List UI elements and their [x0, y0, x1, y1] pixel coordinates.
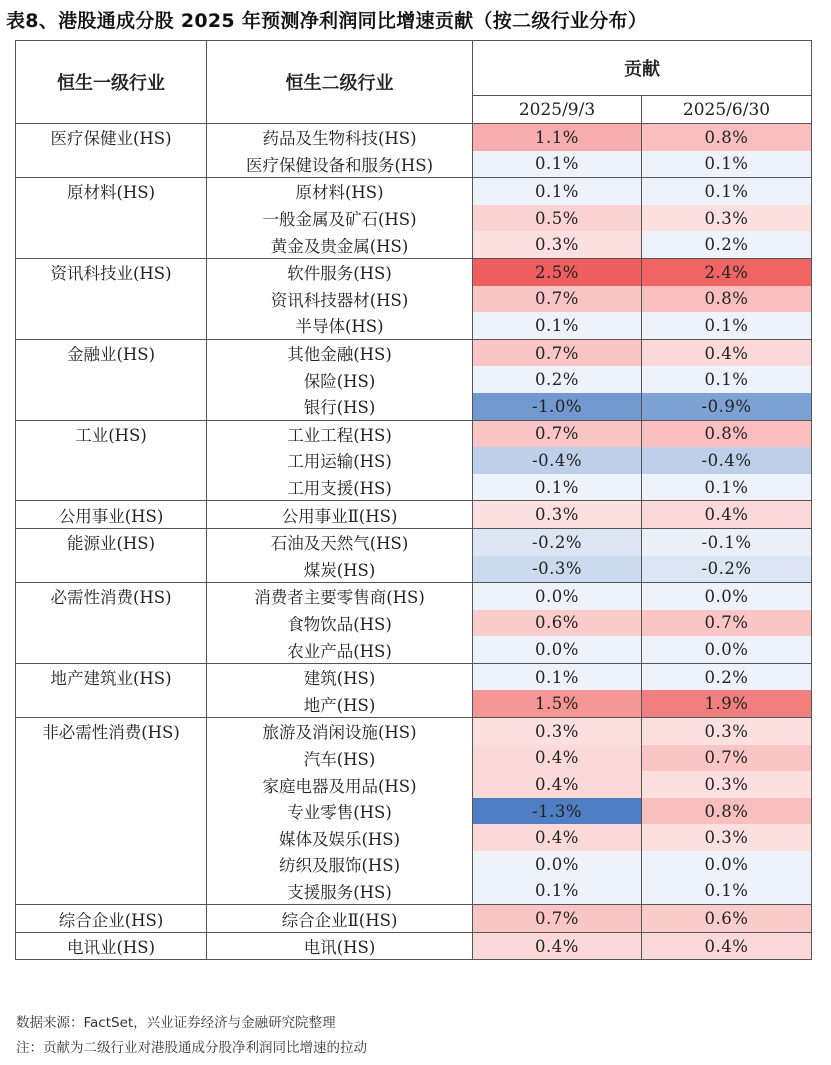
contribution-2025-09-03-cell: 0.4%	[473, 824, 642, 851]
level2-industry-cell: 石油及天然气(HS)	[207, 528, 473, 555]
level2-industry-cell: 其他金融(HS)	[207, 339, 473, 366]
header-date-1: 2025/9/3	[473, 96, 642, 124]
table-row	[16, 636, 812, 663]
level2-industry-cell: 药品及生物科技(HS)	[207, 124, 473, 151]
level1-industry-cell	[16, 610, 207, 637]
contribution-2025-06-30-cell: 0.8%	[642, 286, 812, 313]
table-row	[16, 771, 812, 798]
contribution-2025-09-03-cell: 0.0%	[473, 636, 642, 663]
table-row	[16, 690, 812, 717]
footnote: 注：贡献为二级行业对港股通成分股净利润同比增速的拉动	[16, 1040, 367, 1056]
table-row	[16, 851, 812, 878]
contribution-2025-06-30-cell: -0.9%	[642, 393, 812, 420]
level1-industry-cell	[16, 824, 207, 851]
level2-industry-cell: 纺织及服饰(HS)	[207, 851, 473, 878]
contribution-2025-09-03-cell: 0.4%	[473, 745, 642, 772]
contribution-2025-06-30-cell: 2.4%	[642, 258, 812, 285]
table-row	[16, 258, 812, 285]
table-row	[16, 205, 812, 232]
contribution-2025-06-30-cell: 0.6%	[642, 905, 812, 933]
level1-industry-cell	[16, 556, 207, 583]
level1-industry-cell	[16, 447, 207, 474]
contribution-2025-09-03-cell: 0.3%	[473, 501, 642, 529]
contribution-2025-09-03-cell: 0.0%	[473, 851, 642, 878]
contribution-2025-06-30-cell: 0.8%	[642, 124, 812, 151]
level1-industry-cell: 工业(HS)	[16, 420, 207, 447]
level1-industry-cell	[16, 474, 207, 501]
table-row	[16, 393, 812, 420]
contribution-2025-09-03-cell: -0.2%	[473, 528, 642, 555]
level2-industry-cell: 煤炭(HS)	[207, 556, 473, 583]
level2-industry-cell: 综合企业Ⅱ(HS)	[207, 905, 473, 933]
level2-industry-cell: 资讯科技器材(HS)	[207, 286, 473, 313]
contribution-2025-09-03-cell: 0.0%	[473, 583, 642, 610]
level1-industry-cell	[16, 798, 207, 825]
contribution-2025-06-30-cell: 0.1%	[642, 178, 812, 205]
contribution-2025-09-03-cell: 0.7%	[473, 420, 642, 447]
table-body	[16, 124, 812, 960]
contribution-2025-09-03-cell: -0.3%	[473, 556, 642, 583]
level2-industry-cell: 旅游及消闲设施(HS)	[207, 718, 473, 745]
table-row	[16, 824, 812, 851]
level1-industry-cell	[16, 690, 207, 717]
table-row	[16, 178, 812, 205]
contribution-2025-09-03-cell: 0.1%	[473, 312, 642, 339]
table-row	[16, 905, 812, 933]
level1-industry-cell	[16, 771, 207, 798]
level2-industry-cell: 工用运输(HS)	[207, 447, 473, 474]
level1-industry-cell: 电讯业(HS)	[16, 932, 207, 960]
level1-industry-cell: 金融业(HS)	[16, 339, 207, 366]
contribution-2025-06-30-cell: -0.2%	[642, 556, 812, 583]
table-row	[16, 231, 812, 258]
level2-industry-cell: 原材料(HS)	[207, 178, 473, 205]
contribution-2025-06-30-cell: 0.7%	[642, 745, 812, 772]
contribution-2025-06-30-cell: 0.8%	[642, 798, 812, 825]
table-row	[16, 745, 812, 772]
table-row	[16, 528, 812, 555]
header-level2-industry: 恒生二级行业	[207, 41, 473, 124]
contribution-2025-06-30-cell: 1.9%	[642, 690, 812, 717]
contribution-2025-09-03-cell: 0.2%	[473, 366, 642, 393]
table-row	[16, 583, 812, 610]
table-row	[16, 474, 812, 501]
level2-industry-cell: 家庭电器及用品(HS)	[207, 771, 473, 798]
level2-industry-cell: 专业零售(HS)	[207, 798, 473, 825]
contribution-2025-09-03-cell: 0.1%	[473, 178, 642, 205]
level1-industry-cell: 能源业(HS)	[16, 528, 207, 555]
level2-industry-cell: 媒体及娱乐(HS)	[207, 824, 473, 851]
table-row	[16, 286, 812, 313]
table-title: 表8、港股通成分股 2025 年预测净利润同比增速贡献（按二级行业分布）	[6, 10, 648, 32]
contribution-2025-09-03-cell: -0.4%	[473, 447, 642, 474]
level1-industry-cell	[16, 366, 207, 393]
table-row	[16, 878, 812, 905]
table-row	[16, 798, 812, 825]
contribution-2025-09-03-cell: 0.7%	[473, 905, 642, 933]
contribution-2025-06-30-cell: 0.4%	[642, 501, 812, 529]
level1-industry-cell: 资讯科技业(HS)	[16, 258, 207, 285]
table-row	[16, 312, 812, 339]
level2-industry-cell: 银行(HS)	[207, 393, 473, 420]
level1-industry-cell: 综合企业(HS)	[16, 905, 207, 933]
contribution-2025-09-03-cell: 0.5%	[473, 205, 642, 232]
contribution-2025-09-03-cell: 0.7%	[473, 339, 642, 366]
level1-industry-cell	[16, 745, 207, 772]
level1-industry-cell	[16, 851, 207, 878]
level2-industry-cell: 工业工程(HS)	[207, 420, 473, 447]
level1-industry-cell: 原材料(HS)	[16, 178, 207, 205]
contribution-2025-06-30-cell: 0.1%	[642, 151, 812, 178]
level2-industry-cell: 电讯(HS)	[207, 932, 473, 960]
contribution-2025-06-30-cell: 0.3%	[642, 771, 812, 798]
table-row	[16, 556, 812, 583]
contribution-2025-06-30-cell: 0.2%	[642, 663, 812, 690]
level2-industry-cell: 农业产品(HS)	[207, 636, 473, 663]
level2-industry-cell: 支援服务(HS)	[207, 878, 473, 905]
level2-industry-cell: 建筑(HS)	[207, 663, 473, 690]
table-row	[16, 501, 812, 529]
contribution-2025-06-30-cell: 0.3%	[642, 718, 812, 745]
contribution-2025-09-03-cell: -1.3%	[473, 798, 642, 825]
level2-industry-cell: 半导体(HS)	[207, 312, 473, 339]
contribution-2025-09-03-cell: 0.3%	[473, 231, 642, 258]
contribution-2025-06-30-cell: 0.1%	[642, 312, 812, 339]
level1-industry-cell	[16, 393, 207, 420]
table-row	[16, 339, 812, 366]
table-row	[16, 366, 812, 393]
table-row	[16, 718, 812, 745]
level1-industry-cell	[16, 878, 207, 905]
level2-industry-cell: 一般金属及矿石(HS)	[207, 205, 473, 232]
table-row	[16, 420, 812, 447]
contribution-2025-06-30-cell: 0.1%	[642, 878, 812, 905]
level2-industry-cell: 汽车(HS)	[207, 745, 473, 772]
contribution-2025-06-30-cell: 0.3%	[642, 205, 812, 232]
contribution-2025-06-30-cell: 0.4%	[642, 932, 812, 960]
table-row	[16, 124, 812, 151]
contribution-2025-06-30-cell: -0.4%	[642, 447, 812, 474]
table-row	[16, 932, 812, 960]
contribution-2025-06-30-cell: -0.1%	[642, 528, 812, 555]
level1-industry-cell: 必需性消费(HS)	[16, 583, 207, 610]
table-row	[16, 610, 812, 637]
level2-industry-cell: 工用支援(HS)	[207, 474, 473, 501]
contribution-2025-09-03-cell: 0.1%	[473, 663, 642, 690]
contribution-2025-06-30-cell: 0.0%	[642, 583, 812, 610]
level1-industry-cell	[16, 312, 207, 339]
level1-industry-cell: 地产建筑业(HS)	[16, 663, 207, 690]
contribution-2025-09-03-cell: 1.1%	[473, 124, 642, 151]
contribution-table	[15, 40, 812, 960]
level1-industry-cell: 非必需性消费(HS)	[16, 718, 207, 745]
contribution-2025-09-03-cell: 0.3%	[473, 718, 642, 745]
contribution-2025-09-03-cell: -1.0%	[473, 393, 642, 420]
table-row	[16, 151, 812, 178]
contribution-2025-09-03-cell: 0.4%	[473, 771, 642, 798]
level2-industry-cell: 保险(HS)	[207, 366, 473, 393]
level2-industry-cell: 地产(HS)	[207, 690, 473, 717]
contribution-2025-06-30-cell: 0.4%	[642, 339, 812, 366]
table-row	[16, 447, 812, 474]
level2-industry-cell: 软件服务(HS)	[207, 258, 473, 285]
level2-industry-cell: 黄金及贵金属(HS)	[207, 231, 473, 258]
contribution-2025-09-03-cell: 0.6%	[473, 610, 642, 637]
contribution-2025-09-03-cell: 0.1%	[473, 151, 642, 178]
contribution-2025-09-03-cell: 0.1%	[473, 474, 642, 501]
header-contribution: 贡献	[473, 41, 812, 96]
header-date-2: 2025/6/30	[642, 96, 812, 124]
contribution-2025-09-03-cell: 1.5%	[473, 690, 642, 717]
level1-industry-cell: 公用事业(HS)	[16, 501, 207, 529]
level1-industry-cell	[16, 151, 207, 178]
contribution-2025-06-30-cell: 0.1%	[642, 366, 812, 393]
contribution-2025-09-03-cell: 0.7%	[473, 286, 642, 313]
level1-industry-cell: 医疗保健业(HS)	[16, 124, 207, 151]
level2-industry-cell: 医疗保健设备和服务(HS)	[207, 151, 473, 178]
contribution-2025-06-30-cell: 0.0%	[642, 636, 812, 663]
contribution-2025-06-30-cell: 0.3%	[642, 824, 812, 851]
contribution-2025-09-03-cell: 0.1%	[473, 878, 642, 905]
header-level1-industry: 恒生一级行业	[16, 41, 207, 124]
contribution-2025-06-30-cell: 0.2%	[642, 231, 812, 258]
contribution-2025-09-03-cell: 0.4%	[473, 932, 642, 960]
contribution-2025-09-03-cell: 2.5%	[473, 258, 642, 285]
source-note: 数据来源：FactSet，兴业证券经济与金融研究院整理	[16, 1015, 336, 1031]
contribution-2025-06-30-cell: 0.7%	[642, 610, 812, 637]
level1-industry-cell	[16, 231, 207, 258]
table-row	[16, 663, 812, 690]
level1-industry-cell	[16, 286, 207, 313]
contribution-2025-06-30-cell: 0.8%	[642, 420, 812, 447]
level2-industry-cell: 消费者主要零售商(HS)	[207, 583, 473, 610]
level1-industry-cell	[16, 205, 207, 232]
contribution-2025-06-30-cell: 0.0%	[642, 851, 812, 878]
contribution-2025-06-30-cell: 0.1%	[642, 474, 812, 501]
level2-industry-cell: 公用事业Ⅱ(HS)	[207, 501, 473, 529]
level1-industry-cell	[16, 636, 207, 663]
level2-industry-cell: 食物饮品(HS)	[207, 610, 473, 637]
